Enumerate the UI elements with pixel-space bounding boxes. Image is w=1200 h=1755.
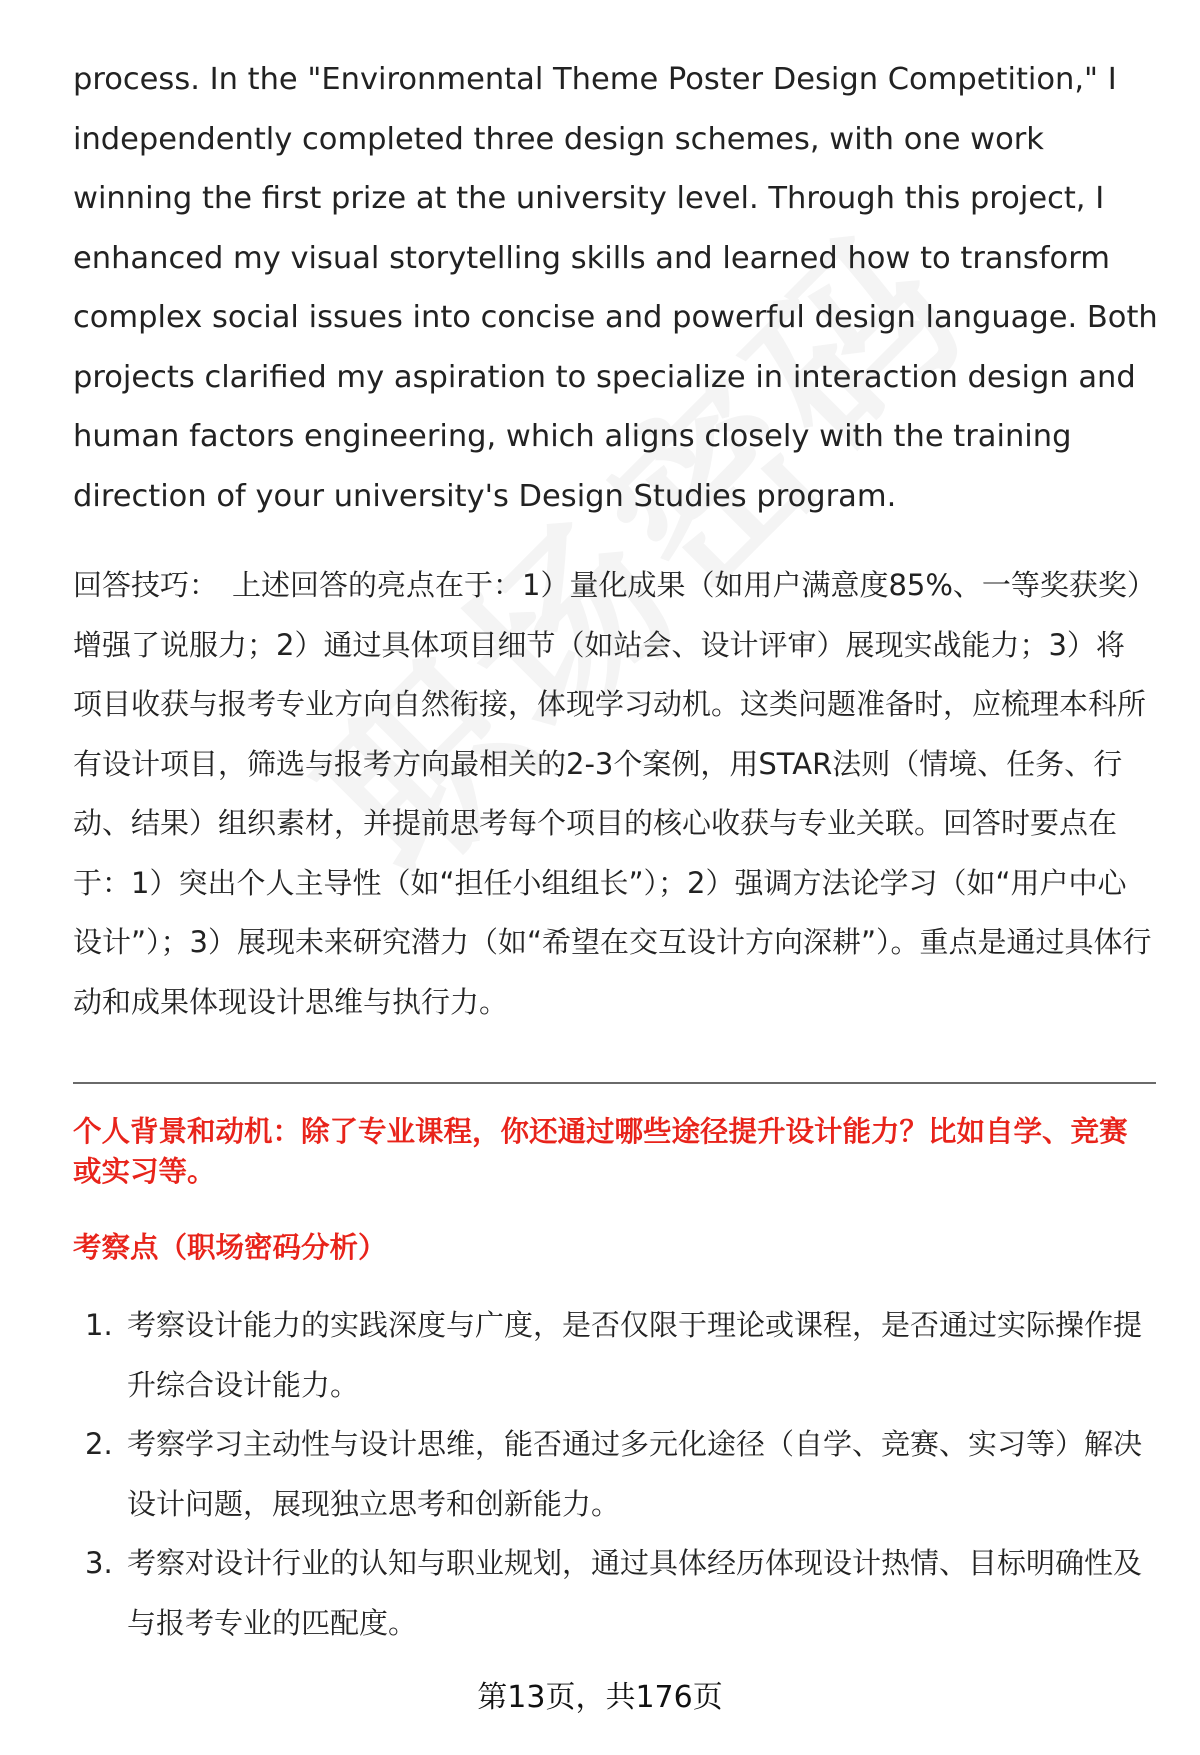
list-item-number: 1. <box>85 1308 113 1342</box>
page-footer: 第13页，共176页 <box>477 1680 723 1715</box>
answer-tips-paragraph <box>73 556 1153 1032</box>
answer-tips-text: 上述回答的亮点在于：1）量化成果（如用户满意度85%、一等奖获奖）增强了说服力；2）通过具体项目细节（如站会、设计评审）展现实战能力；3）将项目收获与报考专业方向自然衔接，体现学习动机。这类问题准备时，应梳理本科所有设计项目，筛选与报考方向最相关的2-3个案例，用STAR法则（情境、任务、行动、结果）组织素材，并提前思考每个项目的核心收获与专业关联。回答时要点在于：1）突出个人主导性（如“担任小组组长”）；2）强调方法论学习（如“用户中心设计”）；3）展现未来研究潜力（如“希望在交互设计方向深耕”）。重点是通过具体行动和成果体现设计思维与执行力。 <box>73 568 1152 1019</box>
assessment-points-list <box>73 1296 1153 1653</box>
list-item-text: 考察学习主动性与设计思维，能否通过多元化途径（自学、竞赛、实习等）解决设计问题，展现独立思考和创新能力。 <box>127 1427 1143 1521</box>
assessment-points-title: 考察点（职场密码分析） <box>73 1231 387 1264</box>
list-item-number: 3. <box>85 1546 113 1580</box>
section-divider <box>73 1082 1156 1084</box>
list-item <box>73 1296 1153 1415</box>
question-heading: 个人背景和动机：除了专业课程，你还通过哪些途径提升设计能力？比如自学、竞赛或实习等。 <box>73 1115 1128 1188</box>
list-item <box>73 1415 1153 1534</box>
list-item-text: 考察对设计行业的认知与职业规划，通过具体经历体现设计热情、目标明确性及与报考专业的匹配度。 <box>127 1546 1143 1640</box>
list-item-number: 2. <box>85 1427 113 1461</box>
answer-tips-label: 回答技巧： <box>73 568 219 602</box>
list-item-text: 考察设计能力的实践深度与广度，是否仅限于理论或课程，是否通过实际操作提升综合设计能力。 <box>127 1308 1143 1402</box>
list-item <box>73 1534 1153 1653</box>
body-paragraph: process. In the "Environmental Theme Poster Design Competition," I independently completed three design schemes, with one work winning the first prize at the university level. Through this project, I enhanced my visual storytelling skills and learned how to transform complex social issues into concise and powerful design language. Both projects clarified my aspiration to specialize in interaction design and human factors engineering, which aligns closely with the training direction of your university's Design Studies program. <box>73 62 1158 514</box>
